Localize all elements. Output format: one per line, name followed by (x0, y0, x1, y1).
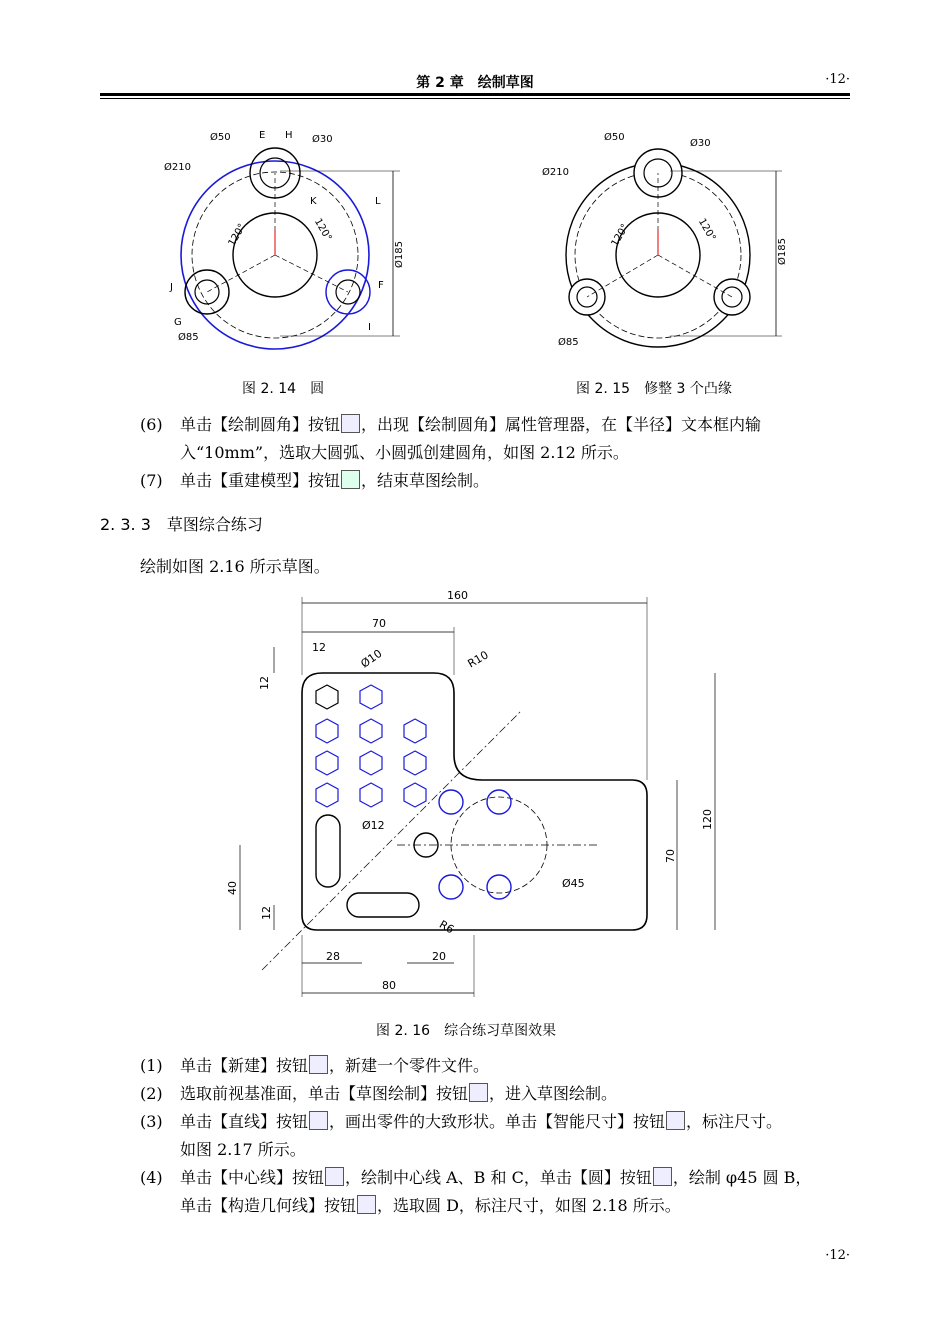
footer-page-number: ·12· (825, 1248, 850, 1263)
figure-2-15 (540, 120, 790, 350)
step-6: (6) 单击【绘制圆角】按钮 ，出现【绘制圆角】属性管理器，在【半径】文本框内输 (140, 415, 762, 434)
dim-dia10: Ø10 (358, 646, 385, 671)
label-120-right: 120° (311, 216, 334, 244)
dim-40: 40 (226, 881, 239, 895)
dim-12-left-bottom: 12 (260, 906, 273, 920)
circle-button-icon (653, 1167, 672, 1186)
smart-dimension-button-icon (666, 1111, 685, 1130)
label-I: I (368, 322, 371, 333)
dim-R10: R10 (465, 648, 491, 671)
dim-dia12: Ø12 (362, 819, 385, 832)
figure-2-16 (222, 585, 732, 1005)
label-F: F (378, 280, 384, 291)
hex-holes (316, 685, 426, 807)
horizontal-slot (347, 893, 419, 917)
label-120-left: 120° (609, 222, 632, 249)
label-dia50: Ø50 (210, 132, 231, 143)
section-heading: 2. 3. 3 草图综合练习 (100, 515, 263, 534)
step-6-continued: 入“10mm”，选取大圆弧、小圆弧创建圆角，如图 2.12 所示。 (180, 443, 629, 462)
fillet-button-icon (341, 414, 360, 433)
label-K: K (310, 196, 317, 207)
label-E: E (259, 130, 266, 141)
label-120-left: 120° (226, 222, 249, 249)
dim-70-top: 70 (372, 617, 386, 630)
label-dia210: Ø210 (542, 167, 569, 178)
label-G: G (174, 317, 182, 328)
label-J: J (170, 282, 173, 293)
caption-fig-2-16: 图 2. 16 综合练习草图效果 (376, 1023, 557, 1039)
figure-2-14 (160, 120, 410, 350)
label-dia185: Ø185 (394, 241, 405, 268)
line-button-icon (309, 1111, 328, 1130)
dim-20: 20 (432, 950, 446, 963)
step-3-continued: 如图 2.17 所示。 (180, 1140, 306, 1159)
label-dia30: Ø30 (690, 138, 711, 149)
label-dia85: Ø85 (178, 332, 199, 343)
label-dia185: Ø185 (777, 238, 788, 265)
dim-70-right: 70 (664, 849, 677, 863)
caption-fig-2-14: 图 2. 14 圆 (242, 381, 325, 397)
step-1: (1) 单击【新建】按钮 ，新建一个零件文件。 (140, 1056, 490, 1075)
intro-text: 绘制如图 2.16 所示草图。 (140, 557, 330, 576)
step-3: (3) 单击【直线】按钮 ，画出零件的大致形状。单击【智能尺寸】按钮 ，标注尺寸。 (140, 1112, 783, 1131)
vertical-slot (316, 815, 340, 887)
dim-120: 120 (701, 809, 714, 830)
label-L: L (375, 196, 381, 207)
part-outline (302, 673, 647, 930)
label-dia50: Ø50 (604, 132, 625, 143)
dim-12-top: 12 (312, 641, 326, 654)
chapter-title: 第 2 章 绘制草图 (416, 75, 534, 91)
dim-R6: R6 (437, 917, 457, 937)
header-page-number: ·12· (825, 72, 850, 87)
dim-80: 80 (382, 979, 396, 992)
construction-geometry-button-icon (357, 1195, 376, 1214)
step-2: (2) 选取前视基准面，单击【草图绘制】按钮 ，进入草图绘制。 (140, 1084, 618, 1103)
caption-fig-2-15: 图 2. 15 修整 3 个凸缘 (576, 381, 732, 397)
label-120-right: 120° (695, 216, 718, 244)
dim-12-left-top: 12 (258, 676, 271, 690)
step-4: (4) 单击【中心线】按钮 ，绘制中心线 A、B 和 C，单击【圆】按钮 ，绘制 φ45 圆 B， (140, 1168, 812, 1187)
step-4-continued: 单击【构造几何线】按钮 ，选取圆 D，标注尺寸，如图 2.18 所示。 (180, 1196, 681, 1215)
label-dia85: Ø85 (558, 337, 579, 348)
header-rule-thick (100, 93, 850, 96)
dim-160: 160 (447, 589, 468, 602)
dim-28: 28 (326, 950, 340, 963)
dim-dia45: Ø45 (562, 877, 585, 890)
rebuild-button-icon (341, 470, 360, 489)
sketch-button-icon (469, 1083, 488, 1102)
new-button-icon (309, 1055, 328, 1074)
label-H: H (285, 130, 293, 141)
centerline-button-icon (325, 1167, 344, 1186)
label-dia210: Ø210 (164, 162, 191, 173)
step-7: (7) 单击【重建模型】按钮 ，结束草图绘制。 (140, 471, 490, 490)
label-dia30: Ø30 (312, 134, 333, 145)
header-rule-thin (100, 98, 850, 99)
